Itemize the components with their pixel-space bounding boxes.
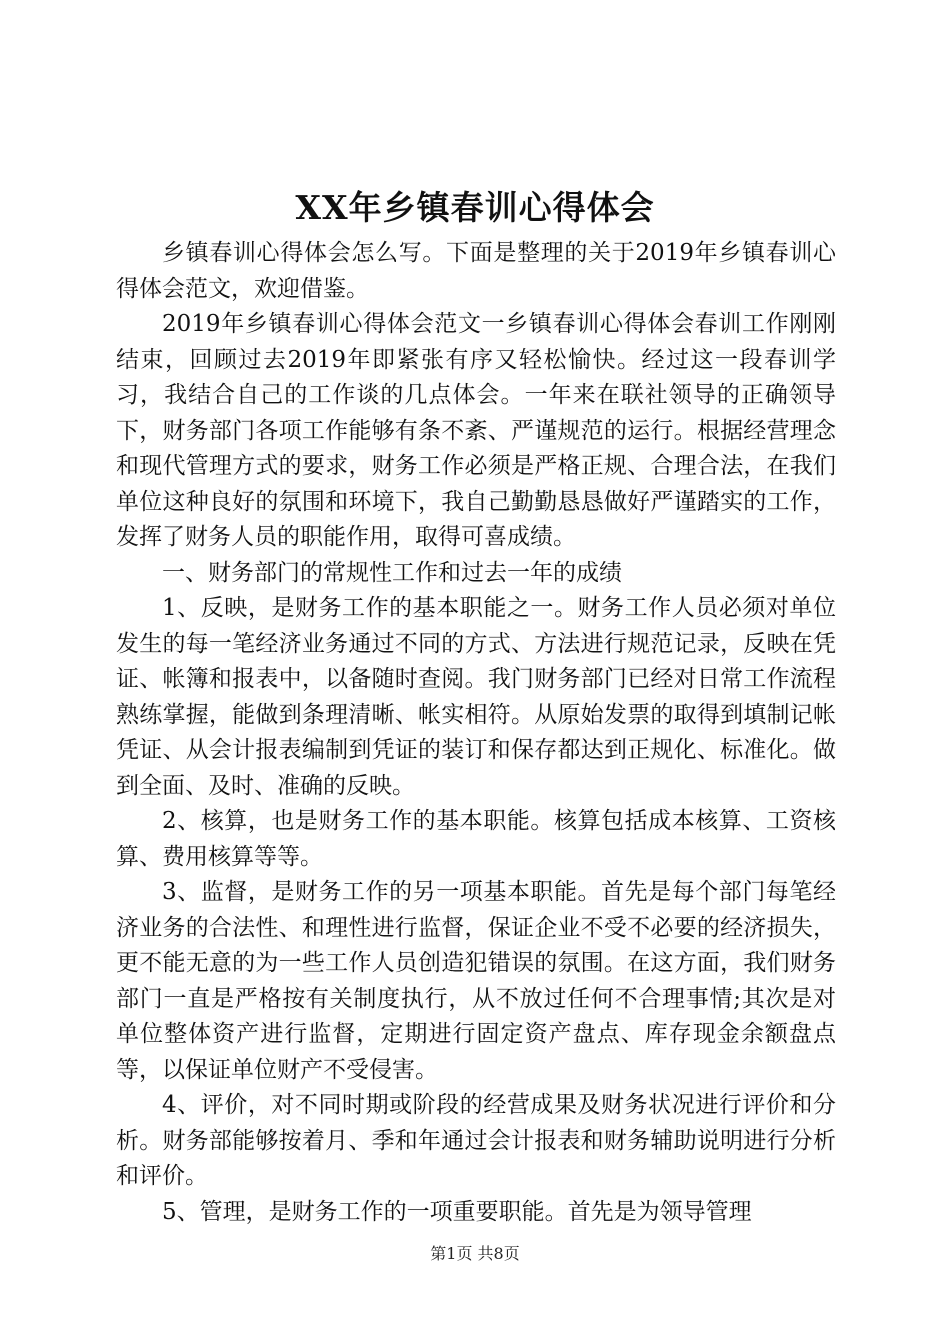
paragraph-item-3: 3、监督，是财务工作的另一项基本职能。首先是每个部门每笔经济业务的合法性、和理性进行监督，保证企业不受不必要的经济损失，更不能无意的为一些工作人员创造犯错误的氛围。在这方面，我们财务部门一直是严格按有关制度执行，从不放过任何不合理事情;其次是对单位整体资产进行监督，定期进行固定资产盘点、库存现金余额盘点等，以保证单位财产不受侵害。 (116, 879, 836, 1083)
paragraph-item-1: 1、反映，是财务工作的基本职能之一。财务工作人员必须对单位发生的每一笔经济业务通过不同的方式、方法进行规范记录，反映在凭证、帐簿和报表中，以备随时查阅。我门财务部门已经对日常工作流程熟练掌握，能做到条理清晰、帐实相符。从原始发票的取得到填制记帐凭证、从会计报表编制到凭证的装订和保存都达到正规化、标准化。做到全面、及时、准确的反映。 (116, 595, 836, 799)
document-body (116, 236, 836, 1230)
paragraph-item-2: 2、核算，也是财务工作的基本职能。核算包括成本核算、工资核算、费用核算等等。 (116, 808, 836, 870)
paragraph-overview: 2019年乡镇春训心得体会范文一乡镇春训心得体会春训工作刚刚结束，回顾过去2019年即紧张有序又轻松愉快。经过这一段春训学习，我结合自己的工作谈的几点体会。一年来在联社领导的正确领导下，财务部门各项工作能够有条不紊、严谨规范的运行。根据经营理念和现代管理方式的要求，财务工作必须是严格正规、合理合法，在我们单位这种良好的氛围和环境下，我自己勤勤恳恳做好严谨踏实的工作，发挥了财务人员的职能作用，取得可喜成绩。 (116, 311, 836, 550)
page-footer: 第1页 共8页 (430, 1244, 520, 1263)
paragraph-item-5: 5、管理，是财务工作的一项重要职能。首先是为领导管理 (162, 1198, 752, 1225)
section-heading: 一、财务部门的常规性工作和过去一年的成绩 (162, 559, 622, 586)
paragraph-intro: 乡镇春训心得体会怎么写。下面是整理的关于2019年乡镇春训心得体会范文，欢迎借鉴。 (116, 240, 836, 302)
paragraph-item-4: 4、评价，对不同时期或阶段的经营成果及财务状况进行评价和分析。财务部能够按着月、季和年通过会计报表和财务辅助说明进行分析和评价。 (116, 1092, 836, 1189)
document-title: XX年乡镇春训心得体会 (295, 188, 655, 227)
